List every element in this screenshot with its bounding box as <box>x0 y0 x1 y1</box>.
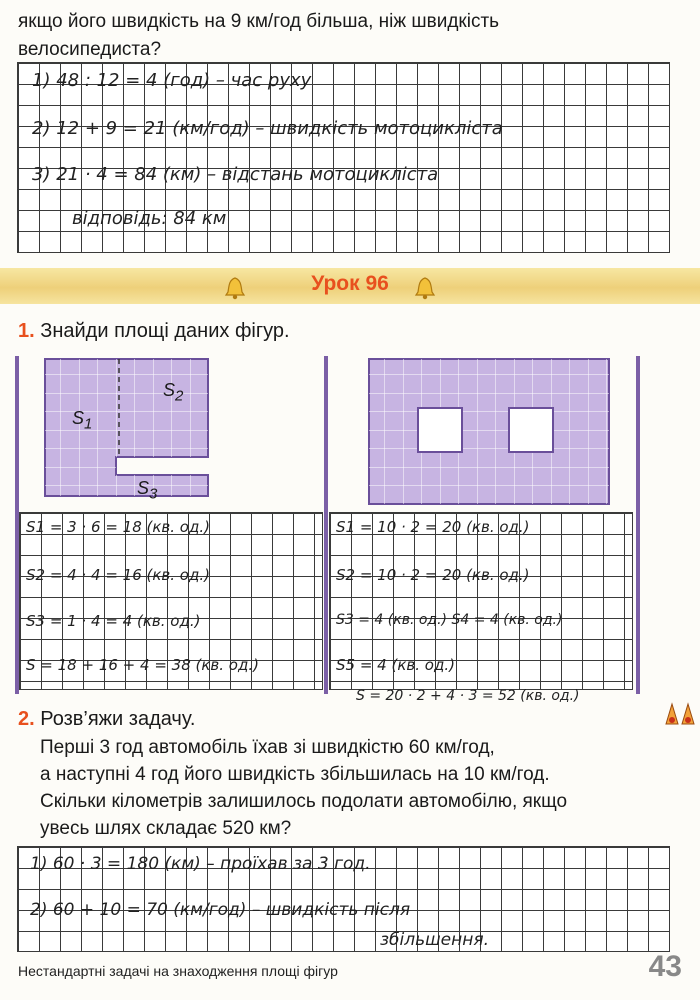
task1-number: 1. <box>18 320 35 342</box>
label-s1-sub: 1 <box>84 415 93 433</box>
intro-line-2: велосипедиста? <box>18 39 162 60</box>
task2-heading <box>18 708 195 731</box>
label-s2 <box>163 380 183 405</box>
right-figure <box>366 356 612 506</box>
label-s1-letter: S <box>72 408 85 428</box>
task1-left-answer-4: S = 18 + 16 + 4 = 38 (кв. од.) <box>26 656 259 674</box>
task2-problem <box>40 734 680 842</box>
task1-right-answer-1: S1 = 10 · 2 = 20 (кв. од.) <box>336 518 530 536</box>
task1-left-answer-3: S3 = 1 · 4 = 4 (кв. од.) <box>26 612 201 630</box>
label-s2-sub: 2 <box>175 387 184 405</box>
task2-line-4: увесь шлях складає 520 км? <box>40 818 292 839</box>
prev-solution-line-2: 2) 12 + 9 = 21 (км/год) – швидкість мотоцикліста <box>32 118 503 139</box>
task2-line-1: Перші 3 год автомобіль їхав зі швидкістю 60 км/год, <box>40 737 495 758</box>
task2-line-3: Скільки кілометрів залишилось подолати автомобілю, якщо <box>40 791 568 812</box>
prev-solution-line-3: 3) 21 · 4 = 84 (км) – відстань мотоцикліста <box>32 164 439 185</box>
label-s2-letter: S <box>163 380 176 400</box>
task2-line-2: а наступні 4 год його швидкість збільшилась на 10 км/год. <box>40 764 550 785</box>
task1-text: Знайди площі даних фігур. <box>40 320 290 342</box>
task1-right-total: S = 20 · 2 + 4 · 3 = 52 (кв. од.) <box>356 688 580 704</box>
intro-text <box>18 8 678 64</box>
task1-heading <box>18 320 290 343</box>
task1-right-answer-2: S2 = 10 · 2 = 20 (кв. од.) <box>336 566 530 584</box>
label-s3 <box>137 478 157 503</box>
pencils-icon <box>662 700 698 728</box>
task2-solution-1: 1) 60 · 3 = 180 (км) – проїхав за 3 год. <box>30 854 371 874</box>
left-figure <box>42 356 212 504</box>
task2-number: 2. <box>18 708 35 730</box>
panel-bar-middle <box>324 356 328 694</box>
task1-right-answer-3: S3 = 4 (кв. од.) S4 = 4 (кв. од.) <box>336 612 563 628</box>
lesson-title: Урок 96 <box>311 272 389 295</box>
task2-solution-2: 2) 60 + 10 = 70 (км/год) – швидкість після <box>30 900 411 920</box>
prev-solution-line-1: 1) 48 : 12 = 4 (год) – час руху <box>32 70 312 91</box>
task1-right-answer-4: S5 = 4 (кв. од.) <box>336 656 455 674</box>
intro-line-1: якщо його швидкість на 9 км/год більша, ніж швидкість <box>18 11 500 32</box>
task2-title: Розв’яжи задачу. <box>40 708 196 730</box>
task2-solution-3: збільшення. <box>380 930 490 950</box>
task1-left-answer-2: S2 = 4 · 4 = 16 (кв. од.) <box>26 566 210 584</box>
task1-left-answer-1: S1 = 3 · 6 = 18 (кв. од.) <box>26 518 210 536</box>
footer-caption: Нестандартні задачі на знаходження площі фігур <box>18 963 338 979</box>
label-s3-sub: 3 <box>149 485 158 503</box>
label-s1 <box>72 408 92 433</box>
bell-icon <box>414 276 436 300</box>
page-number: 43 <box>648 950 682 983</box>
prev-solution-answer: відповідь: 84 км <box>72 208 227 229</box>
panel-bar-right <box>636 356 640 694</box>
label-s3-letter: S <box>137 478 150 498</box>
